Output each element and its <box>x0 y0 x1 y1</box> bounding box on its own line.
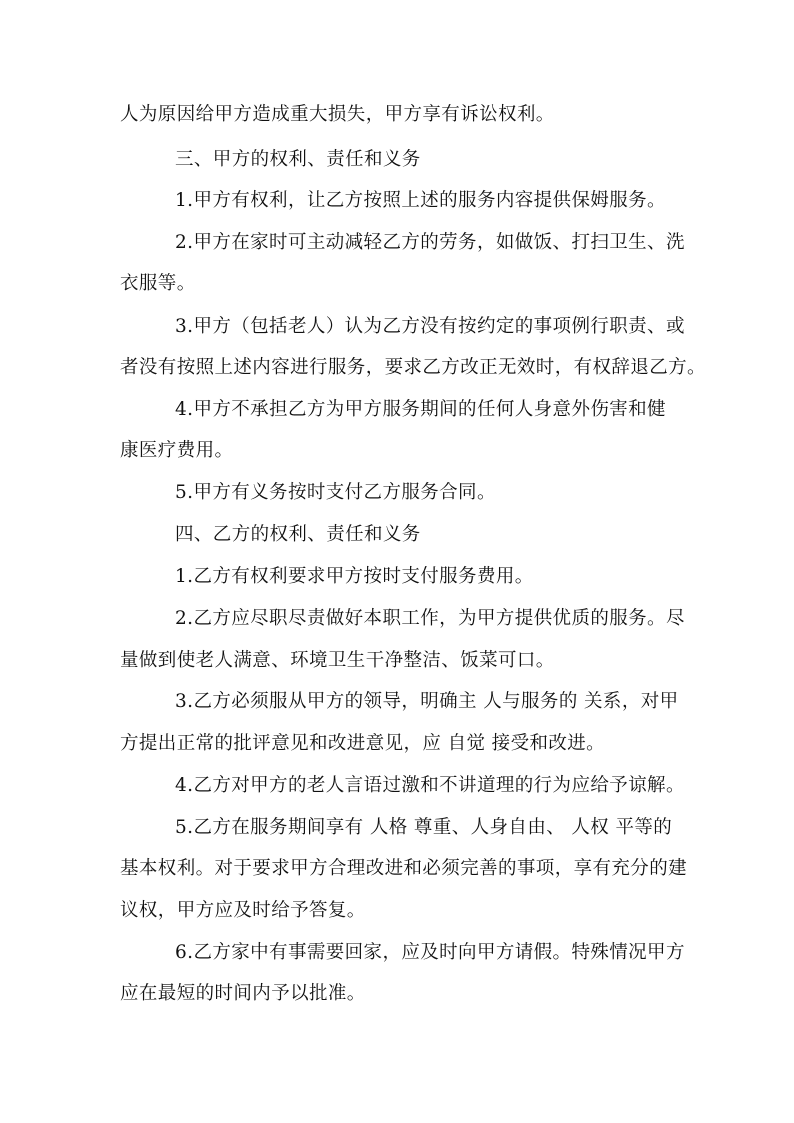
paragraph-line: 1.乙方有权利要求甲方按时支付服务费用。 <box>175 566 534 587</box>
paragraph-line: 方提出正常的批评意见和改进意见，应 自觉 接受和改进。 <box>120 733 606 754</box>
paragraph-line: 康医疗费用。 <box>120 440 234 461</box>
paragraph-line: 人为原因给甲方造成重大损失，甲方享有诉讼权利。 <box>120 104 555 125</box>
paragraph-line: 4.乙方对甲方的老人言语过激和不讲道理的行为应给予谅解。 <box>175 775 685 796</box>
section-heading-party-b: 四、乙方的权利、责任和义务 <box>175 524 421 545</box>
paragraph-line: 者没有按照上述内容进行服务，要求乙方改正无效时，有权辞退乙方。 <box>120 357 706 378</box>
paragraph-line: 5.乙方在服务期间享有 人格 尊重、人身自由、 人权 平等的 <box>175 817 673 838</box>
paragraph-line: 3.乙方必须服从甲方的领导，明确主 人与服务的 关系，对甲 <box>175 691 679 712</box>
section-heading-party-a: 三、甲方的权利、责任和义务 <box>175 149 421 170</box>
paragraph-line: 议权，甲方应及时给予答复。 <box>120 900 366 921</box>
paragraph-line: 衣服等。 <box>120 273 196 294</box>
paragraph-line: 2.甲方在家时可主动减轻乙方的劳务，如做饭、打扫卫生、洗 <box>175 232 685 253</box>
paragraph-line: 6.乙方家中有事需要回家，应及时向甲方请假。特殊情况甲方 <box>175 942 685 963</box>
paragraph-line: 5.甲方有义务按时支付乙方服务合同。 <box>175 482 496 503</box>
paragraph-line: 2.乙方应尽职尽责做好本职工作，为甲方提供优质的服务。尽 <box>175 608 685 629</box>
paragraph-line: 基本权利。对于要求甲方合理改进和必须完善的事项，享有充分的建 <box>120 858 688 879</box>
paragraph-line: 4.甲方不承担乙方为甲方服务期间的任何人身意外伤害和健 <box>175 399 666 420</box>
paragraph-line: 应在最短的时间内予以批准。 <box>120 983 366 1004</box>
paragraph-line: 1.甲方有权利，让乙方按照上述的服务内容提供保姆服务。 <box>175 190 666 211</box>
paragraph-line: 量做到使老人满意、环境卫生干净整洁、饭菜可口。 <box>120 650 555 671</box>
paragraph-line: 3.甲方（包括老人）认为乙方没有按约定的事项例行职责、或 <box>175 316 685 337</box>
